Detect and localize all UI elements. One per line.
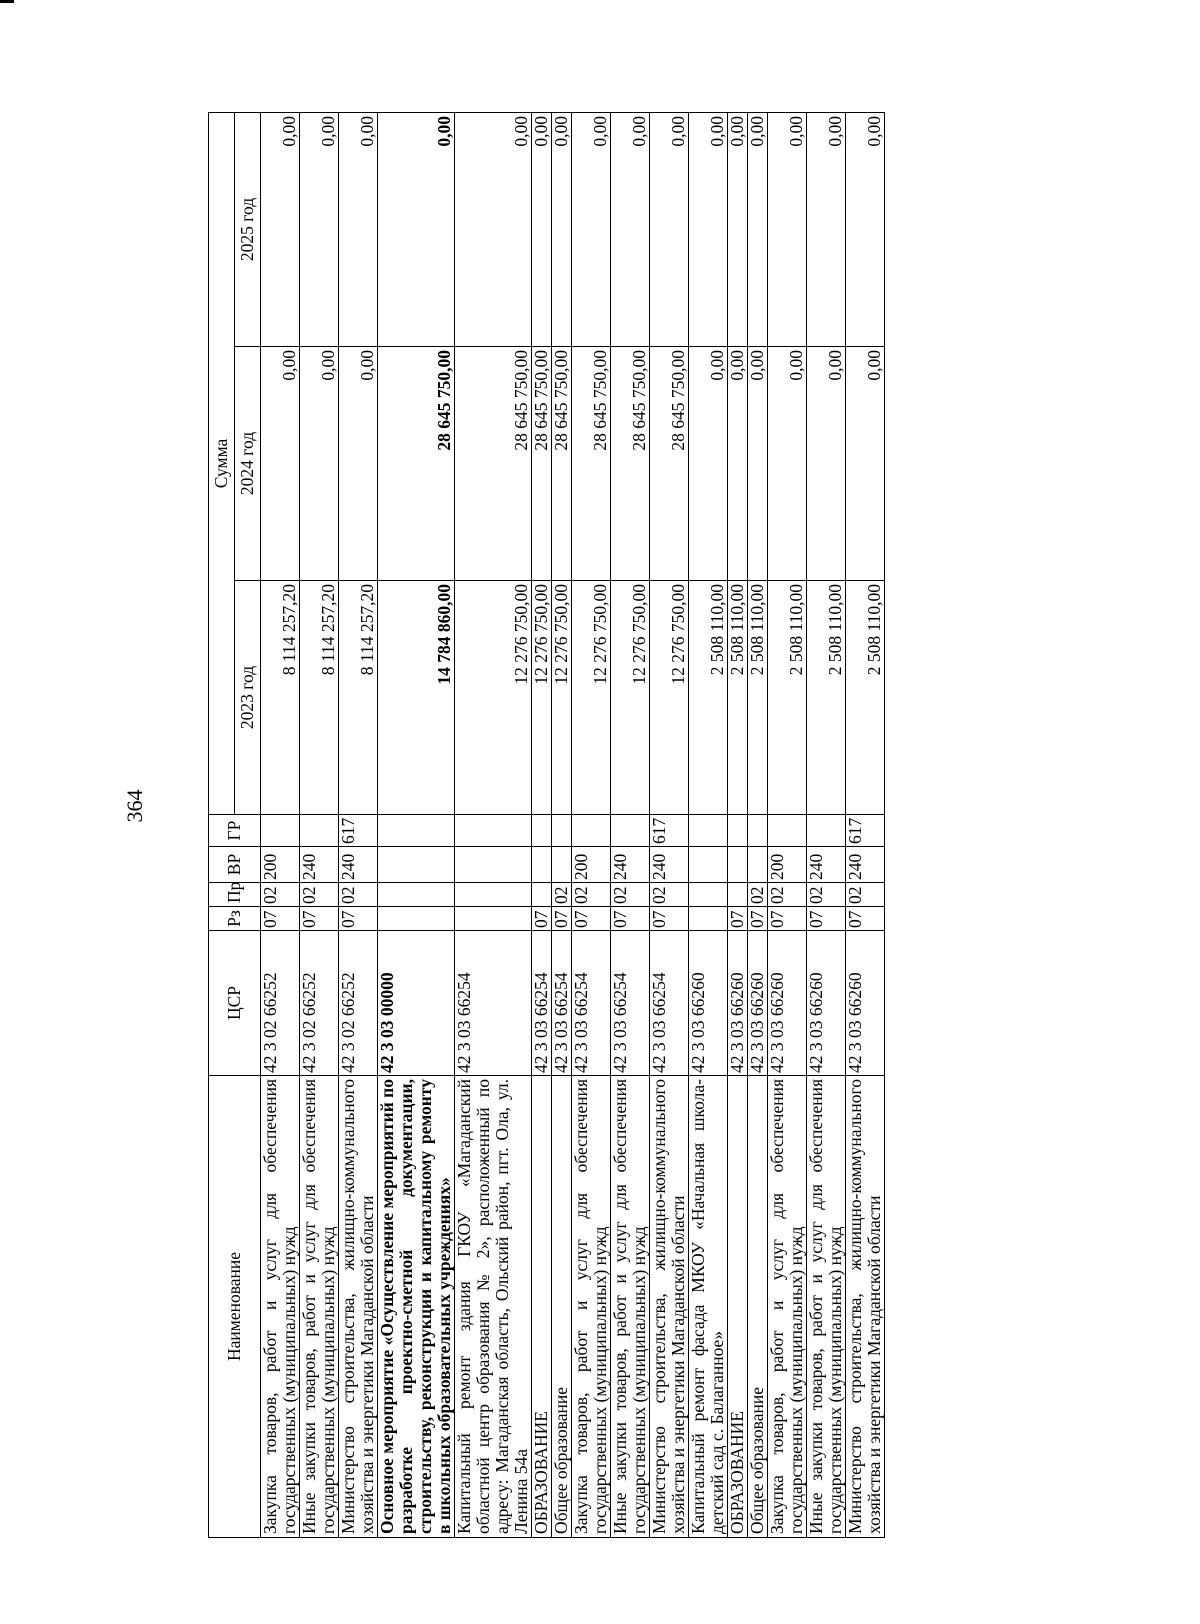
cell-name: Министерство строительства, жилищно-коммунального хозяйства и энергетики Магаданской области — [846, 1076, 885, 1538]
cell-vr: 240 — [650, 847, 689, 883]
cell-name: ОБРАЗОВАНИЕ — [532, 1076, 552, 1538]
cell-pr: 02 — [339, 883, 378, 907]
cell-2023: 12 276 750,00 — [532, 581, 552, 815]
table-row — [552, 112, 572, 1537]
cell-2023: 12 276 750,00 — [572, 581, 611, 815]
cell-gr — [689, 815, 728, 847]
cell-2024: 0,00 — [300, 347, 339, 581]
cell-name: Иные закупки товаров, работ и услуг для обеспечения государственных (муниципальных) нужд — [611, 1076, 650, 1538]
cell-gr — [611, 815, 650, 847]
cell-gr — [300, 815, 339, 847]
cell-rz: 07 — [807, 907, 846, 931]
cell-pr: 02 — [768, 883, 807, 907]
cell-name: Иные закупки товаров, работ и услуг для обеспечения государственных (муниципальных) нужд — [807, 1076, 846, 1538]
cell-pr — [455, 883, 532, 907]
cell-2024: 0,00 — [846, 347, 885, 581]
table-row — [728, 112, 748, 1537]
cell-pr: 02 — [572, 883, 611, 907]
cell-rz: 07 — [611, 907, 650, 931]
cell-2025: 0,00 — [455, 112, 532, 346]
header-year-2024: 2024 год — [235, 347, 261, 581]
cell-rz — [378, 907, 455, 931]
cell-rz — [455, 907, 532, 931]
cell-gr — [455, 815, 532, 847]
table-row — [572, 112, 611, 1537]
cell-2024: 0,00 — [728, 347, 748, 581]
cell-name: Иные закупки товаров, работ и услуг для обеспечения государственных (муниципальных) нужд — [300, 1076, 339, 1538]
cell-name: Министерство строительства, жилищно-коммунального хозяйства и энергетики Магаданской области — [650, 1076, 689, 1538]
cell-2024: 28 645 750,00 — [552, 347, 572, 581]
cell-rz: 07 — [728, 907, 748, 931]
cell-rz: 07 — [339, 907, 378, 931]
cell-name: Общее образование — [748, 1076, 768, 1538]
header-csr: ЦСР — [209, 931, 261, 1076]
cell-csr: 42 3 03 66260 — [748, 931, 768, 1076]
cell-pr: 02 — [748, 883, 768, 907]
cell-vr: 200 — [572, 847, 611, 883]
cell-csr: 42 3 02 66252 — [261, 931, 300, 1076]
cell-pr — [378, 883, 455, 907]
cell-2023: 8 114 257,20 — [339, 581, 378, 815]
cell-pr: 02 — [552, 883, 572, 907]
cell-pr — [689, 883, 728, 907]
cell-vr: 240 — [300, 847, 339, 883]
cell-rz: 07 — [748, 907, 768, 931]
cell-csr: 42 3 03 66260 — [728, 931, 748, 1076]
table-row — [689, 112, 728, 1537]
cell-2023: 2 508 110,00 — [748, 581, 768, 815]
cell-2023: 14 784 860,00 — [378, 581, 455, 815]
header-year-2025: 2025 год — [235, 112, 261, 346]
cell-2025: 0,00 — [552, 112, 572, 346]
cell-csr: 42 3 03 66254 — [532, 931, 552, 1076]
cell-2025: 0,00 — [689, 112, 728, 346]
cell-2025: 0,00 — [532, 112, 552, 346]
cell-2024: 0,00 — [768, 347, 807, 581]
table-row — [846, 112, 885, 1537]
cell-csr: 42 3 03 00000 — [378, 931, 455, 1076]
cell-pr: 02 — [650, 883, 689, 907]
cell-vr: 240 — [846, 847, 885, 883]
table-row — [807, 112, 846, 1537]
cell-gr: 617 — [846, 815, 885, 847]
cell-name: ОБРАЗОВАНИЕ — [728, 1076, 748, 1538]
cell-2025: 0,00 — [650, 112, 689, 346]
cell-2024: 28 645 750,00 — [455, 347, 532, 581]
cell-name: Закупка товаров, работ и услуг для обеспечения государственных (муниципальных) нужд — [572, 1076, 611, 1538]
cell-2025: 0,00 — [611, 112, 650, 346]
cell-2025: 0,00 — [339, 112, 378, 346]
header-gr: ГР — [209, 815, 261, 847]
cell-gr — [748, 815, 768, 847]
cell-2023: 12 276 750,00 — [611, 581, 650, 815]
cell-name: Закупка товаров, работ и услуг для обеспечения государственных (муниципальных) нужд — [261, 1076, 300, 1538]
header-name: Наименование — [209, 1076, 261, 1538]
cell-csr: 42 3 03 66260 — [689, 931, 728, 1076]
cell-gr — [807, 815, 846, 847]
cell-vr: 240 — [339, 847, 378, 883]
cell-2024: 0,00 — [807, 347, 846, 581]
cell-pr: 02 — [261, 883, 300, 907]
cell-csr: 42 3 03 66254 — [552, 931, 572, 1076]
cell-vr: 200 — [768, 847, 807, 883]
cell-pr: 02 — [611, 883, 650, 907]
cell-pr: 02 — [300, 883, 339, 907]
table-row — [339, 112, 378, 1537]
cell-2023: 2 508 110,00 — [846, 581, 885, 815]
cell-rz: 07 — [768, 907, 807, 931]
cell-name: Общее образование — [552, 1076, 572, 1538]
scan-edge-mark — [0, 0, 14, 3]
cell-gr — [378, 815, 455, 847]
cell-2023: 12 276 750,00 — [455, 581, 532, 815]
cell-vr — [552, 847, 572, 883]
cell-csr: 42 3 02 66252 — [300, 931, 339, 1076]
cell-vr — [748, 847, 768, 883]
table-row — [748, 112, 768, 1537]
cell-vr: 240 — [807, 847, 846, 883]
cell-csr: 42 3 03 66260 — [768, 931, 807, 1076]
cell-2025: 0,00 — [807, 112, 846, 346]
cell-rz: 07 — [650, 907, 689, 931]
cell-rz: 07 — [572, 907, 611, 931]
header-vr: ВР — [209, 847, 261, 883]
table-body — [261, 112, 885, 1537]
cell-vr — [728, 847, 748, 883]
cell-name: Министерство строительства, жилищно-коммунального хозяйства и энергетики Магаданской области — [339, 1076, 378, 1538]
cell-2023: 2 508 110,00 — [728, 581, 748, 815]
cell-2023: 2 508 110,00 — [807, 581, 846, 815]
cell-2025: 0,00 — [378, 112, 455, 346]
cell-gr — [728, 815, 748, 847]
cell-rz — [689, 907, 728, 931]
cell-vr — [378, 847, 455, 883]
cell-rz: 07 — [532, 907, 552, 931]
cell-rz: 07 — [846, 907, 885, 931]
header-sum: Сумма — [209, 112, 235, 814]
cell-gr — [532, 815, 552, 847]
cell-vr — [455, 847, 532, 883]
cell-rz: 07 — [552, 907, 572, 931]
cell-2024: 28 645 750,00 — [378, 347, 455, 581]
cell-2025: 0,00 — [768, 112, 807, 346]
cell-2025: 0,00 — [261, 112, 300, 346]
cell-2025: 0,00 — [300, 112, 339, 346]
cell-2024: 28 645 750,00 — [650, 347, 689, 581]
cell-2025: 0,00 — [572, 112, 611, 346]
cell-gr — [261, 815, 300, 847]
cell-vr — [532, 847, 552, 883]
cell-pr: 02 — [846, 883, 885, 907]
cell-pr — [728, 883, 748, 907]
cell-2023: 12 276 750,00 — [552, 581, 572, 815]
cell-vr: 200 — [261, 847, 300, 883]
cell-name: Основное мероприятие «Осуществление мероприятий по разработке проектно-сметной документации, строительству, реконструкции и капитальному ремонту в школьных образовательных учреждениях» — [378, 1076, 455, 1538]
cell-rz: 07 — [261, 907, 300, 931]
cell-2024: 28 645 750,00 — [611, 347, 650, 581]
cell-2023: 8 114 257,20 — [300, 581, 339, 815]
cell-gr — [768, 815, 807, 847]
cell-name: Капитальный ремонт здания ГКОУ «Магаданский областной центр образования № 2», расположенный по адресу: Магаданская область, Ольский район, пгт. Ола, ул. Ленина 54а — [455, 1076, 532, 1538]
table-row — [768, 112, 807, 1537]
table-row — [261, 112, 300, 1537]
cell-pr — [532, 883, 552, 907]
cell-2023: 8 114 257,20 — [261, 581, 300, 815]
budget-table — [208, 112, 885, 1538]
cell-csr: 42 3 03 66254 — [611, 931, 650, 1076]
cell-2025: 0,00 — [846, 112, 885, 346]
table-row — [455, 112, 532, 1537]
cell-pr: 02 — [807, 883, 846, 907]
header-rz: Рз — [209, 907, 261, 931]
cell-2025: 0,00 — [748, 112, 768, 346]
cell-2024: 28 645 750,00 — [572, 347, 611, 581]
table-row — [611, 112, 650, 1537]
cell-csr: 42 3 03 66254 — [455, 931, 532, 1076]
cell-2023: 2 508 110,00 — [768, 581, 807, 815]
cell-gr: 617 — [339, 815, 378, 847]
table-row — [300, 112, 339, 1537]
cell-rz: 07 — [300, 907, 339, 931]
cell-vr: 240 — [611, 847, 650, 883]
cell-csr: 42 3 02 66252 — [339, 931, 378, 1076]
cell-2024: 0,00 — [339, 347, 378, 581]
cell-gr — [572, 815, 611, 847]
table-row — [378, 112, 455, 1537]
header-pr: Пр — [209, 883, 261, 907]
cell-2024: 0,00 — [689, 347, 728, 581]
cell-vr — [689, 847, 728, 883]
cell-name: Капитальный ремонт фасада МКОУ «Начальная школа-детский сад с. Балаганное» — [689, 1076, 728, 1538]
cell-name: Закупка товаров, работ и услуг для обеспечения государственных (муниципальных) нужд — [768, 1076, 807, 1538]
table-row — [650, 112, 689, 1537]
cell-csr: 42 3 03 66254 — [572, 931, 611, 1076]
cell-2023: 12 276 750,00 — [650, 581, 689, 815]
cell-2023: 2 508 110,00 — [689, 581, 728, 815]
cell-gr — [552, 815, 572, 847]
budget-table-rotated — [208, 113, 1106, 1538]
cell-csr: 42 3 03 66260 — [807, 931, 846, 1076]
cell-2024: 0,00 — [748, 347, 768, 581]
cell-2025: 0,00 — [728, 112, 748, 346]
page-number: 364 — [122, 789, 147, 823]
table-row — [532, 112, 552, 1537]
header-year-2023: 2023 год — [235, 581, 261, 815]
cell-2024: 0,00 — [261, 347, 300, 581]
cell-csr: 42 3 03 66254 — [650, 931, 689, 1076]
cell-2024: 28 645 750,00 — [532, 347, 552, 581]
cell-csr: 42 3 03 66260 — [846, 931, 885, 1076]
cell-gr: 617 — [650, 815, 689, 847]
